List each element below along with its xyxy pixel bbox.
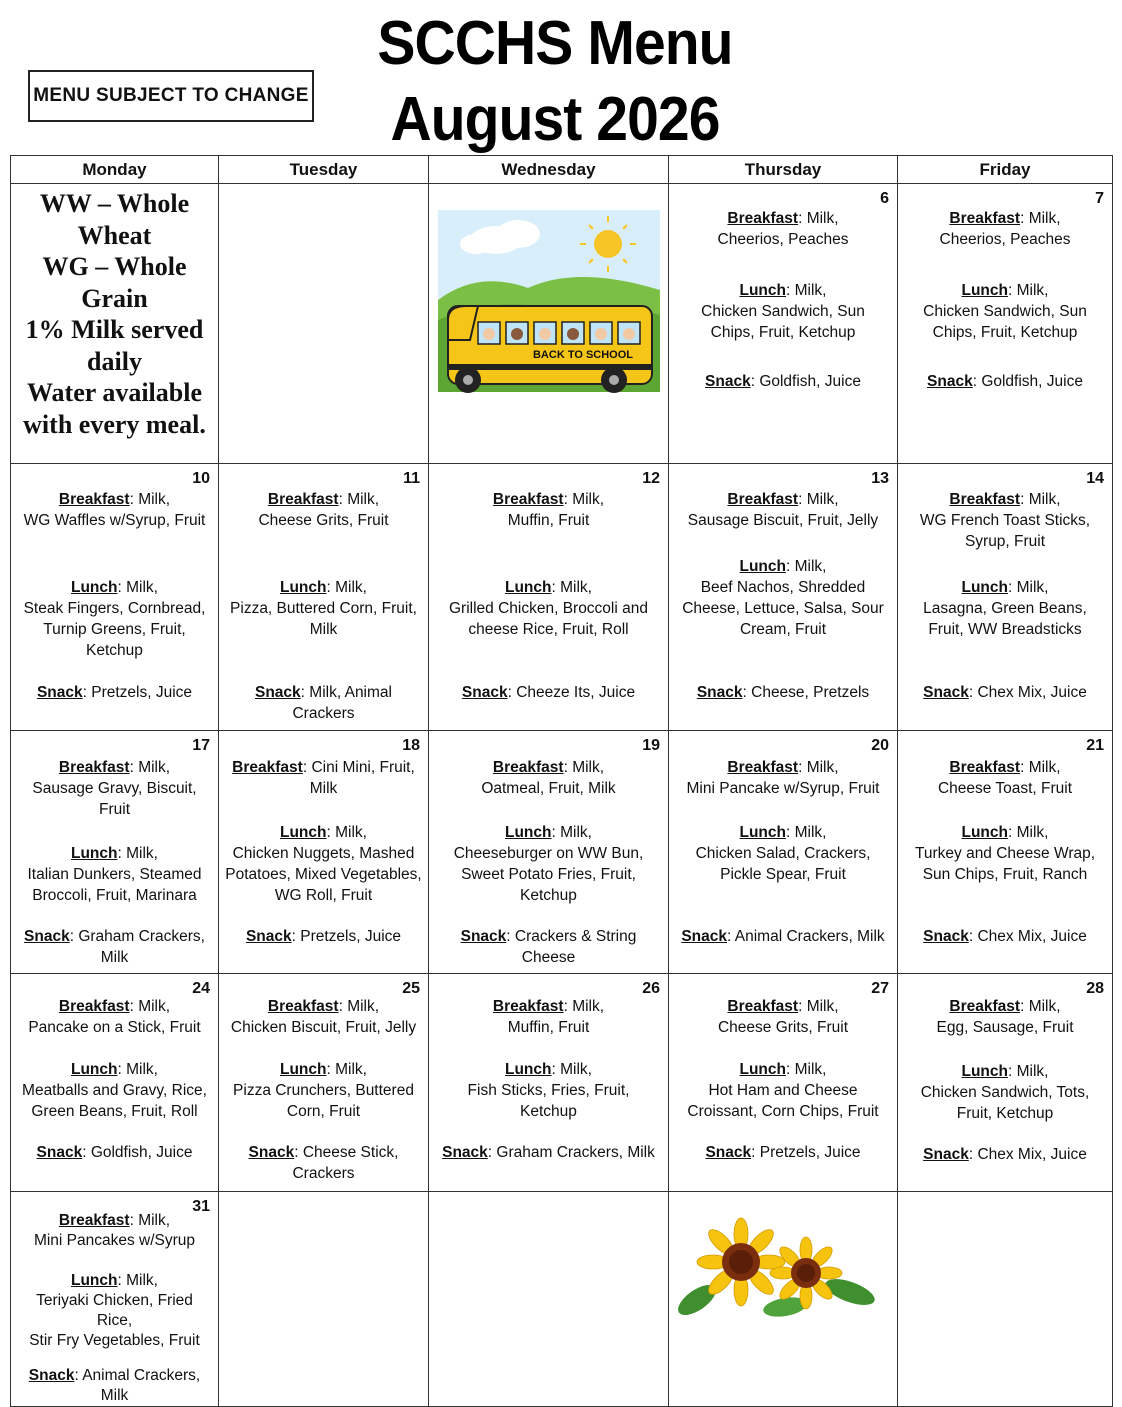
breakfast-line: Fruit (99, 801, 130, 818)
snack-entry: Snack: Cheese, Pretzels (696, 684, 870, 701)
breakfast-entry: Breakfast: Milk, Chicken Biscuit, Fruit, Jelly (230, 998, 417, 1036)
snack-line: Graham Crackers, (78, 928, 205, 945)
lunch-entry: Lunch: Milk, Chicken Sandwich, Tots, Fruit, Ketchup (920, 1063, 1090, 1122)
snack-line: Goldfish, Juice (90, 1144, 193, 1161)
snack-entry: Snack: Chex Mix, Juice (923, 1146, 1087, 1163)
day-number: 6 (880, 190, 889, 207)
breakfast-line: Milk, (138, 759, 171, 776)
snack-line: Goldfish, Juice (759, 373, 861, 390)
breakfast-line: Milk, (1028, 759, 1061, 776)
day-number: 18 (402, 737, 420, 754)
lunch-line: Chicken Salad, Crackers, (695, 845, 871, 862)
lunch-line: Milk, (1016, 1063, 1049, 1080)
snack-label: Snack (255, 684, 301, 701)
lunch-entry: Lunch: Milk, Hot Ham and Cheese Croissant, Corn Chips, Fruit (687, 1061, 879, 1120)
lunch-line: Sun Chips, Fruit, Ranch (922, 866, 1088, 883)
lunch-line: Teriyaki Chicken, Fried Rice, (36, 1292, 193, 1329)
day-number: 7 (1095, 190, 1104, 207)
lunch-line: Milk, (560, 579, 592, 596)
breakfast-line: Pancake on a Stick, Fruit (28, 1019, 201, 1036)
breakfast-line: Oatmeal, Fruit, Milk (481, 780, 616, 797)
day-number: 31 (192, 1198, 210, 1215)
lunch-entry: Lunch: Milk, Chicken Salad, Crackers, Pickle Spear, Fruit (695, 824, 871, 883)
breakfast-entry: Breakfast: Milk, WG Waffles w/Syrup, Fruit (23, 491, 206, 529)
snack-line: Milk (100, 1387, 129, 1404)
breakfast-line: Sausage Biscuit, Fruit, Jelly (687, 512, 879, 529)
day-cell (898, 731, 1113, 974)
day-number: 26 (642, 980, 660, 997)
breakfast-line: Milk (309, 780, 338, 797)
day-number: 20 (871, 737, 889, 754)
lunch-line: Meatballs and Gravy, Rice, (22, 1082, 207, 1099)
snack-line: Cheese Stick, (302, 1144, 399, 1161)
day-number: 13 (871, 470, 889, 487)
breakfast-label: Breakfast (949, 491, 1021, 508)
snack-line: Crackers (292, 1165, 355, 1182)
lunch-label: Lunch (961, 282, 1008, 299)
lunch-line: WG Roll, Fruit (274, 887, 373, 904)
snack-label: Snack (28, 1367, 75, 1384)
breakfast-line: Milk, (1028, 998, 1061, 1015)
lunch-entry: Lunch: Milk, Beef Nachos, Shredded Cheese, Lettuce, Salsa, Sour Cream, Fruit (682, 558, 884, 638)
lunch-label: Lunch (505, 1061, 552, 1078)
lunch-line: Milk, (1016, 579, 1049, 596)
week-row-5 (11, 1192, 1113, 1407)
empty-cell (429, 1192, 669, 1407)
lunch-line: Milk, (126, 579, 158, 596)
day-number: 11 (403, 470, 420, 487)
lunch-line: Italian Dunkers, Steamed (27, 866, 202, 883)
weekday-monday: Monday (11, 156, 219, 184)
lunch-line: Hot Ham and Cheese (708, 1082, 858, 1099)
sunflowers-illustration (675, 1212, 879, 1322)
breakfast-label: Breakfast (949, 759, 1021, 776)
day-number: 12 (642, 470, 660, 487)
legend-line: WG – Whole (42, 252, 187, 281)
breakfast-label: Breakfast (492, 491, 564, 508)
snack-line: Crackers & String (514, 928, 637, 945)
lunch-entry: Lunch: Milk, Pizza Crunchers, Buttered Corn, Fruit (233, 1061, 414, 1120)
breakfast-line: Sausage Gravy, Biscuit, (32, 780, 197, 797)
page-subtitle-month: August 2026 (390, 85, 720, 154)
lunch-line: Cheeseburger on WW Bun, (453, 845, 644, 862)
week-row-1 (11, 184, 1113, 464)
lunch-line: Potatoes, Mixed Vegetables, (225, 866, 422, 883)
snack-line: Goldfish, Juice (981, 373, 1083, 390)
day-number: 21 (1086, 737, 1104, 754)
breakfast-line: Cheese Grits, Fruit (717, 1019, 849, 1036)
snack-entry: Snack: Crackers & String Cheese (460, 928, 637, 966)
lunch-line: Broccoli, Fruit, Marinara (32, 887, 197, 904)
breakfast-label: Breakfast (492, 998, 564, 1015)
breakfast-line: Muffin, Fruit (507, 512, 590, 529)
legend-line: Grain (81, 283, 148, 313)
breakfast-line: Milk, (572, 998, 605, 1015)
weekday-header-row (11, 156, 1113, 184)
day-cell (11, 1192, 219, 1407)
lunch-entry: Lunch: Milk, Meatballs and Gravy, Rice, Green Beans, Fruit, Roll (22, 1061, 207, 1120)
breakfast-entry: Breakfast: Milk, Sausage Gravy, Biscuit, Fruit (32, 759, 197, 818)
day-cell (219, 464, 429, 731)
snack-label: Snack (681, 928, 728, 945)
lunch-line: Milk, (1016, 282, 1049, 299)
snack-entry: Snack: Goldfish, Juice (705, 373, 861, 390)
lunch-line: Milk, (335, 579, 367, 596)
lunch-entry: Lunch: Milk, Italian Dunkers, Steamed Broccoli, Fruit, Marinara (27, 845, 202, 904)
lunch-label: Lunch (71, 845, 118, 862)
day-cell (429, 974, 669, 1192)
breakfast-label: Breakfast (267, 491, 339, 508)
breakfast-line: Milk, (1028, 491, 1061, 508)
empty-cell (219, 1192, 429, 1407)
lunch-label: Lunch (71, 1272, 118, 1289)
lunch-line: Milk, (126, 845, 158, 862)
snack-line: Graham Crackers, Milk (496, 1144, 655, 1161)
breakfast-line: Milk, (1028, 210, 1061, 227)
breakfast-entry: Breakfast: Milk, Muffin, Fruit (492, 998, 605, 1036)
snack-label: Snack (36, 684, 83, 701)
breakfast-line: Cini Mini, Fruit, (311, 759, 415, 776)
snack-line: Cheese (521, 949, 576, 966)
day-cell (898, 184, 1113, 464)
lunch-label: Lunch (71, 579, 118, 596)
disclaimer-box: MENU SUBJECT TO CHANGE (28, 70, 314, 122)
snack-entry: Snack: Pretzels, Juice (245, 928, 402, 945)
lunch-line: Chips, Fruit, Ketchup (710, 324, 856, 341)
breakfast-entry: Breakfast: Milk, Mini Pancakes w/Syrup (33, 1212, 196, 1249)
lunch-line: Milk, (126, 1272, 158, 1289)
empty-cell (219, 184, 429, 464)
snack-line: Pretzels, Juice (300, 928, 402, 945)
legend-text (11, 184, 218, 440)
lunch-line: Milk, (794, 824, 827, 841)
lunch-line: Fish Sticks, Fries, Fruit, (467, 1082, 630, 1099)
breakfast-label: Breakfast (58, 759, 130, 776)
lunch-label: Lunch (739, 824, 786, 841)
lunch-label: Lunch (280, 1061, 327, 1078)
snack-line: Milk (100, 949, 129, 966)
page-title: SCCHS Menu (377, 9, 733, 78)
lunch-line: Chicken Sandwich, Tots, (920, 1084, 1090, 1101)
snack-entry: Snack: Goldfish, Juice (36, 1144, 193, 1161)
lunch-line: Ketchup (86, 642, 143, 659)
snack-label: Snack (923, 928, 969, 945)
lunch-label: Lunch (280, 579, 327, 596)
breakfast-line: Milk, (347, 998, 380, 1015)
breakfast-line: Cheerios, Peaches (717, 231, 849, 248)
legend-line: WW – Whole (39, 189, 190, 218)
day-cell (429, 464, 669, 731)
bus-sign-text: BACK TO SCHOOL (532, 349, 634, 361)
breakfast-line: Milk, (138, 491, 171, 508)
sunflower-image-cell (669, 1192, 898, 1407)
lunch-line: Croissant, Corn Chips, Fruit (687, 1103, 879, 1120)
lunch-line: Pizza Crunchers, Buttered (233, 1082, 414, 1099)
breakfast-entry: Breakfast: Milk, Egg, Sausage, Fruit (936, 998, 1074, 1036)
day-number: 27 (871, 980, 889, 997)
lunch-line: Stir Fry Vegetables, Fruit (29, 1332, 200, 1349)
lunch-entry: Lunch: Milk, Pizza, Buttered Corn, Fruit, Milk (230, 579, 417, 638)
breakfast-line: Muffin, Fruit (507, 1019, 590, 1036)
lunch-line: Cheese, Lettuce, Salsa, Sour (682, 600, 884, 617)
lunch-entry: Lunch: Milk, Chicken Nuggets, Mashed Potatoes, Mixed Vegetables, WG Roll, Fruit (225, 824, 422, 904)
lunch-line: Sweet Potato Fries, Fruit, (461, 866, 636, 883)
snack-label: Snack (927, 373, 973, 390)
lunch-label: Lunch (739, 282, 786, 299)
lunch-line: Turnip Greens, Fruit, (43, 621, 186, 638)
lunch-line: Chicken Nuggets, Mashed (232, 845, 415, 862)
lunch-line: Beef Nachos, Shredded (700, 579, 866, 596)
day-number: 14 (1086, 470, 1104, 487)
breakfast-line: Milk, (347, 491, 380, 508)
breakfast-line: Milk, (572, 491, 605, 508)
snack-label: Snack (248, 1144, 295, 1161)
day-cell (898, 464, 1113, 731)
legend-line: daily (87, 346, 142, 376)
lunch-entry: Lunch: Milk, Lasagna, Green Beans, Fruit, WW Breadsticks (923, 579, 1087, 638)
breakfast-label: Breakfast (492, 759, 564, 776)
snack-line: Pretzels, Juice (91, 684, 193, 701)
lunch-line: Chips, Fruit, Ketchup (932, 324, 1078, 341)
snack-entry: Snack: Animal Crackers, Milk (28, 1367, 201, 1404)
snack-entry: Snack: Pretzels, Juice (36, 684, 193, 701)
breakfast-entry: Breakfast: Milk, Cheese Grits, Fruit (717, 998, 849, 1036)
breakfast-entry: Breakfast: Cini Mini, Fruit, Milk (232, 759, 415, 797)
menu-calendar (10, 155, 1113, 1407)
lunch-line: Milk, (794, 558, 827, 575)
breakfast-label: Breakfast (949, 998, 1021, 1015)
lunch-line: Grilled Chicken, Broccoli and (448, 600, 648, 617)
day-number: 24 (192, 980, 210, 997)
lunch-line: Milk, (560, 824, 592, 841)
lunch-line: Ketchup (520, 1103, 577, 1120)
lunch-line: Chicken Sandwich, Sun (923, 303, 1087, 320)
legend-cell (11, 184, 219, 464)
lunch-entry: Lunch: Milk, Steak Fingers, Cornbread, Turnip Greens, Fruit, Ketchup (23, 579, 206, 659)
breakfast-line: Cheese Toast, Fruit (937, 780, 1073, 797)
breakfast-entry: Breakfast: Milk, Cheerios, Peaches (717, 210, 849, 248)
lunch-label: Lunch (961, 579, 1008, 596)
breakfast-line: Milk, (572, 759, 605, 776)
day-number: 19 (642, 737, 660, 754)
snack-line: Animal Crackers, Milk (734, 928, 885, 945)
breakfast-line: WG French Toast Sticks, (919, 512, 1091, 529)
lunch-entry: Lunch: Milk, Grilled Chicken, Broccoli and cheese Rice, Fruit, Roll (448, 579, 648, 638)
lunch-line: Turkey and Cheese Wrap, (914, 845, 1096, 862)
school-bus-image-cell (429, 184, 669, 464)
lunch-line: Ketchup (520, 887, 577, 904)
day-number: 25 (402, 980, 420, 997)
day-cell (11, 464, 219, 731)
breakfast-line: WG Waffles w/Syrup, Fruit (23, 512, 206, 529)
weekday-wednesday: Wednesday (429, 156, 669, 184)
breakfast-line: Syrup, Fruit (964, 533, 1046, 550)
snack-line: Cheese, Pretzels (751, 684, 870, 701)
breakfast-line: Mini Pancake w/Syrup, Fruit (686, 780, 880, 797)
snack-line: Chex Mix, Juice (977, 928, 1087, 945)
breakfast-entry: Breakfast: Milk, Cheese Grits, Fruit (258, 491, 389, 529)
lunch-label: Lunch (505, 579, 552, 596)
snack-label: Snack (245, 928, 292, 945)
breakfast-entry: Breakfast: Milk, Muffin, Fruit (492, 491, 605, 529)
legend-line: Wheat (77, 220, 152, 250)
lunch-label: Lunch (961, 1063, 1008, 1080)
lunch-line: Lasagna, Green Beans, (923, 600, 1087, 617)
snack-line: Pretzels, Juice (759, 1144, 861, 1161)
breakfast-entry: Breakfast: Milk, Cheerios, Peaches (939, 210, 1071, 248)
weekday-tuesday: Tuesday (219, 156, 429, 184)
breakfast-label: Breakfast (58, 1212, 130, 1229)
breakfast-line: Egg, Sausage, Fruit (936, 1019, 1074, 1036)
lunch-line: Milk, (794, 1061, 827, 1078)
day-number: 17 (192, 737, 210, 754)
lunch-line: Chicken Sandwich, Sun (701, 303, 865, 320)
breakfast-line: Milk, (806, 759, 839, 776)
lunch-line: Milk, (335, 1061, 367, 1078)
day-cell (429, 731, 669, 974)
breakfast-entry: Breakfast: Milk, WG French Toast Sticks, Syrup, Fruit (919, 491, 1091, 550)
lunch-entry: Lunch: Milk, Fish Sticks, Fries, Fruit, Ketchup (467, 1061, 630, 1120)
snack-label: Snack (696, 684, 743, 701)
breakfast-label: Breakfast (58, 998, 130, 1015)
snack-entry: Snack: Animal Crackers, Milk (681, 928, 885, 945)
day-cell (669, 731, 898, 974)
lunch-label: Lunch (961, 824, 1008, 841)
day-cell (11, 731, 219, 974)
breakfast-entry: Breakfast: Milk, Cheese Toast, Fruit (937, 759, 1073, 797)
lunch-line: Milk, (335, 824, 367, 841)
snack-label: Snack (36, 1144, 83, 1161)
lunch-line: Milk (309, 621, 338, 638)
breakfast-line: Chicken Biscuit, Fruit, Jelly (230, 1019, 417, 1036)
lunch-line: Steak Fingers, Cornbread, (23, 600, 206, 617)
lunch-line: Cream, Fruit (739, 621, 827, 638)
breakfast-entry: Breakfast: Milk, Oatmeal, Fruit, Milk (481, 759, 616, 797)
lunch-line: Milk, (794, 282, 827, 299)
snack-entry: Snack: Cheese Stick, Crackers (248, 1144, 399, 1182)
breakfast-label: Breakfast (232, 759, 303, 776)
lunch-label: Lunch (505, 824, 552, 841)
empty-cell (898, 1192, 1113, 1407)
lunch-line: Green Beans, Fruit, Roll (31, 1103, 198, 1120)
breakfast-line: Milk, (806, 210, 839, 227)
lunch-entry: Lunch: Milk, Teriyaki Chicken, Fried Rice, Stir Fry Vegetables, Fruit (29, 1272, 200, 1349)
week-row-4 (11, 974, 1113, 1192)
lunch-entry: Lunch: Milk, Chicken Sandwich, Sun Chips, Fruit, Ketchup (923, 282, 1087, 341)
lunch-label: Lunch (71, 1061, 118, 1078)
breakfast-entry: Breakfast: Milk, Sausage Biscuit, Fruit, Jelly (687, 491, 879, 529)
legend-line: with every meal. (23, 409, 206, 439)
snack-line: Chex Mix, Juice (977, 1146, 1087, 1163)
snack-label: Snack (705, 373, 751, 390)
breakfast-line: Milk, (806, 491, 839, 508)
snack-entry: Snack: Chex Mix, Juice (923, 928, 1087, 945)
lunch-entry: Lunch: Milk, Cheeseburger on WW Bun, Sweet Potato Fries, Fruit, Ketchup (453, 824, 644, 904)
day-cell (669, 974, 898, 1192)
breakfast-entry: Breakfast: Milk, Pancake on a Stick, Fruit (28, 998, 201, 1036)
breakfast-entry: Breakfast: Milk, Mini Pancake w/Syrup, Fruit (686, 759, 880, 797)
lunch-line: Fruit, WW Breadsticks (928, 621, 1082, 638)
snack-entry: Snack: Pretzels, Juice (705, 1144, 861, 1161)
snack-label: Snack (705, 1144, 752, 1161)
snack-line: Cheeze Its, Juice (516, 684, 636, 701)
snack-label: Snack (24, 928, 70, 945)
lunch-line: Corn, Fruit (286, 1103, 361, 1120)
snack-line: Milk, Animal Crackers (292, 684, 392, 722)
legend-line: 1% Milk served (25, 315, 204, 344)
breakfast-line: Milk, (806, 998, 839, 1015)
lunch-line: cheese Rice, Fruit, Roll (468, 621, 629, 638)
snack-entry: Snack: Goldfish, Juice (927, 373, 1083, 390)
lunch-label: Lunch (739, 558, 786, 575)
lunch-line: Milk, (1016, 824, 1049, 841)
snack-entry: Snack: Cheeze Its, Juice (461, 684, 636, 701)
lunch-label: Lunch (280, 824, 327, 841)
breakfast-label: Breakfast (58, 491, 130, 508)
snack-label: Snack (442, 1144, 488, 1161)
snack-label: Snack (460, 928, 507, 945)
snack-label: Snack (461, 684, 508, 701)
breakfast-label: Breakfast (949, 210, 1021, 227)
breakfast-label: Breakfast (727, 998, 799, 1015)
lunch-line: Milk, (126, 1061, 158, 1078)
breakfast-line: Milk, (138, 998, 171, 1015)
weekday-thursday: Thursday (669, 156, 898, 184)
legend-line: Water available (26, 378, 202, 407)
day-cell (219, 974, 429, 1192)
breakfast-line: Cheese Grits, Fruit (258, 512, 389, 529)
breakfast-label: Breakfast (727, 759, 799, 776)
snack-label: Snack (923, 1146, 969, 1163)
day-cell (669, 184, 898, 464)
day-cell (669, 464, 898, 731)
day-cell (898, 974, 1113, 1192)
snack-entry: Snack: Milk, Animal Crackers (255, 684, 392, 722)
breakfast-line: Milk, (138, 1212, 171, 1229)
snack-line: Chex Mix, Juice (977, 684, 1087, 701)
lunch-line: Milk, (560, 1061, 592, 1078)
snack-entry: Snack: Chex Mix, Juice (923, 684, 1087, 701)
week-row-2 (11, 464, 1113, 731)
lunch-entry: Lunch: Milk, Chicken Sandwich, Sun Chips, Fruit, Ketchup (701, 282, 865, 341)
snack-entry: Snack: Graham Crackers, Milk (24, 928, 205, 966)
weekday-friday: Friday (898, 156, 1113, 184)
breakfast-line: Cheerios, Peaches (939, 231, 1071, 248)
breakfast-label: Breakfast (267, 998, 339, 1015)
lunch-line: Pickle Spear, Fruit (720, 866, 846, 883)
day-cell (219, 731, 429, 974)
breakfast-label: Breakfast (727, 210, 799, 227)
week-row-3 (11, 731, 1113, 974)
day-cell (11, 974, 219, 1192)
lunch-entry: Lunch: Milk, Turkey and Cheese Wrap, Sun Chips, Fruit, Ranch (914, 824, 1096, 883)
lunch-line: Pizza, Buttered Corn, Fruit, (230, 600, 417, 617)
school-bus-illustration (438, 210, 660, 404)
snack-line: Animal Crackers, (82, 1367, 201, 1384)
day-number: 10 (192, 470, 210, 487)
breakfast-label: Breakfast (727, 491, 799, 508)
lunch-line: Fruit, Ketchup (956, 1105, 1054, 1122)
lunch-label: Lunch (739, 1061, 786, 1078)
breakfast-line: Mini Pancakes w/Syrup (33, 1232, 196, 1249)
snack-entry: Snack: Graham Crackers, Milk (442, 1144, 655, 1161)
snack-label: Snack (923, 684, 969, 701)
day-number: 28 (1086, 980, 1104, 997)
